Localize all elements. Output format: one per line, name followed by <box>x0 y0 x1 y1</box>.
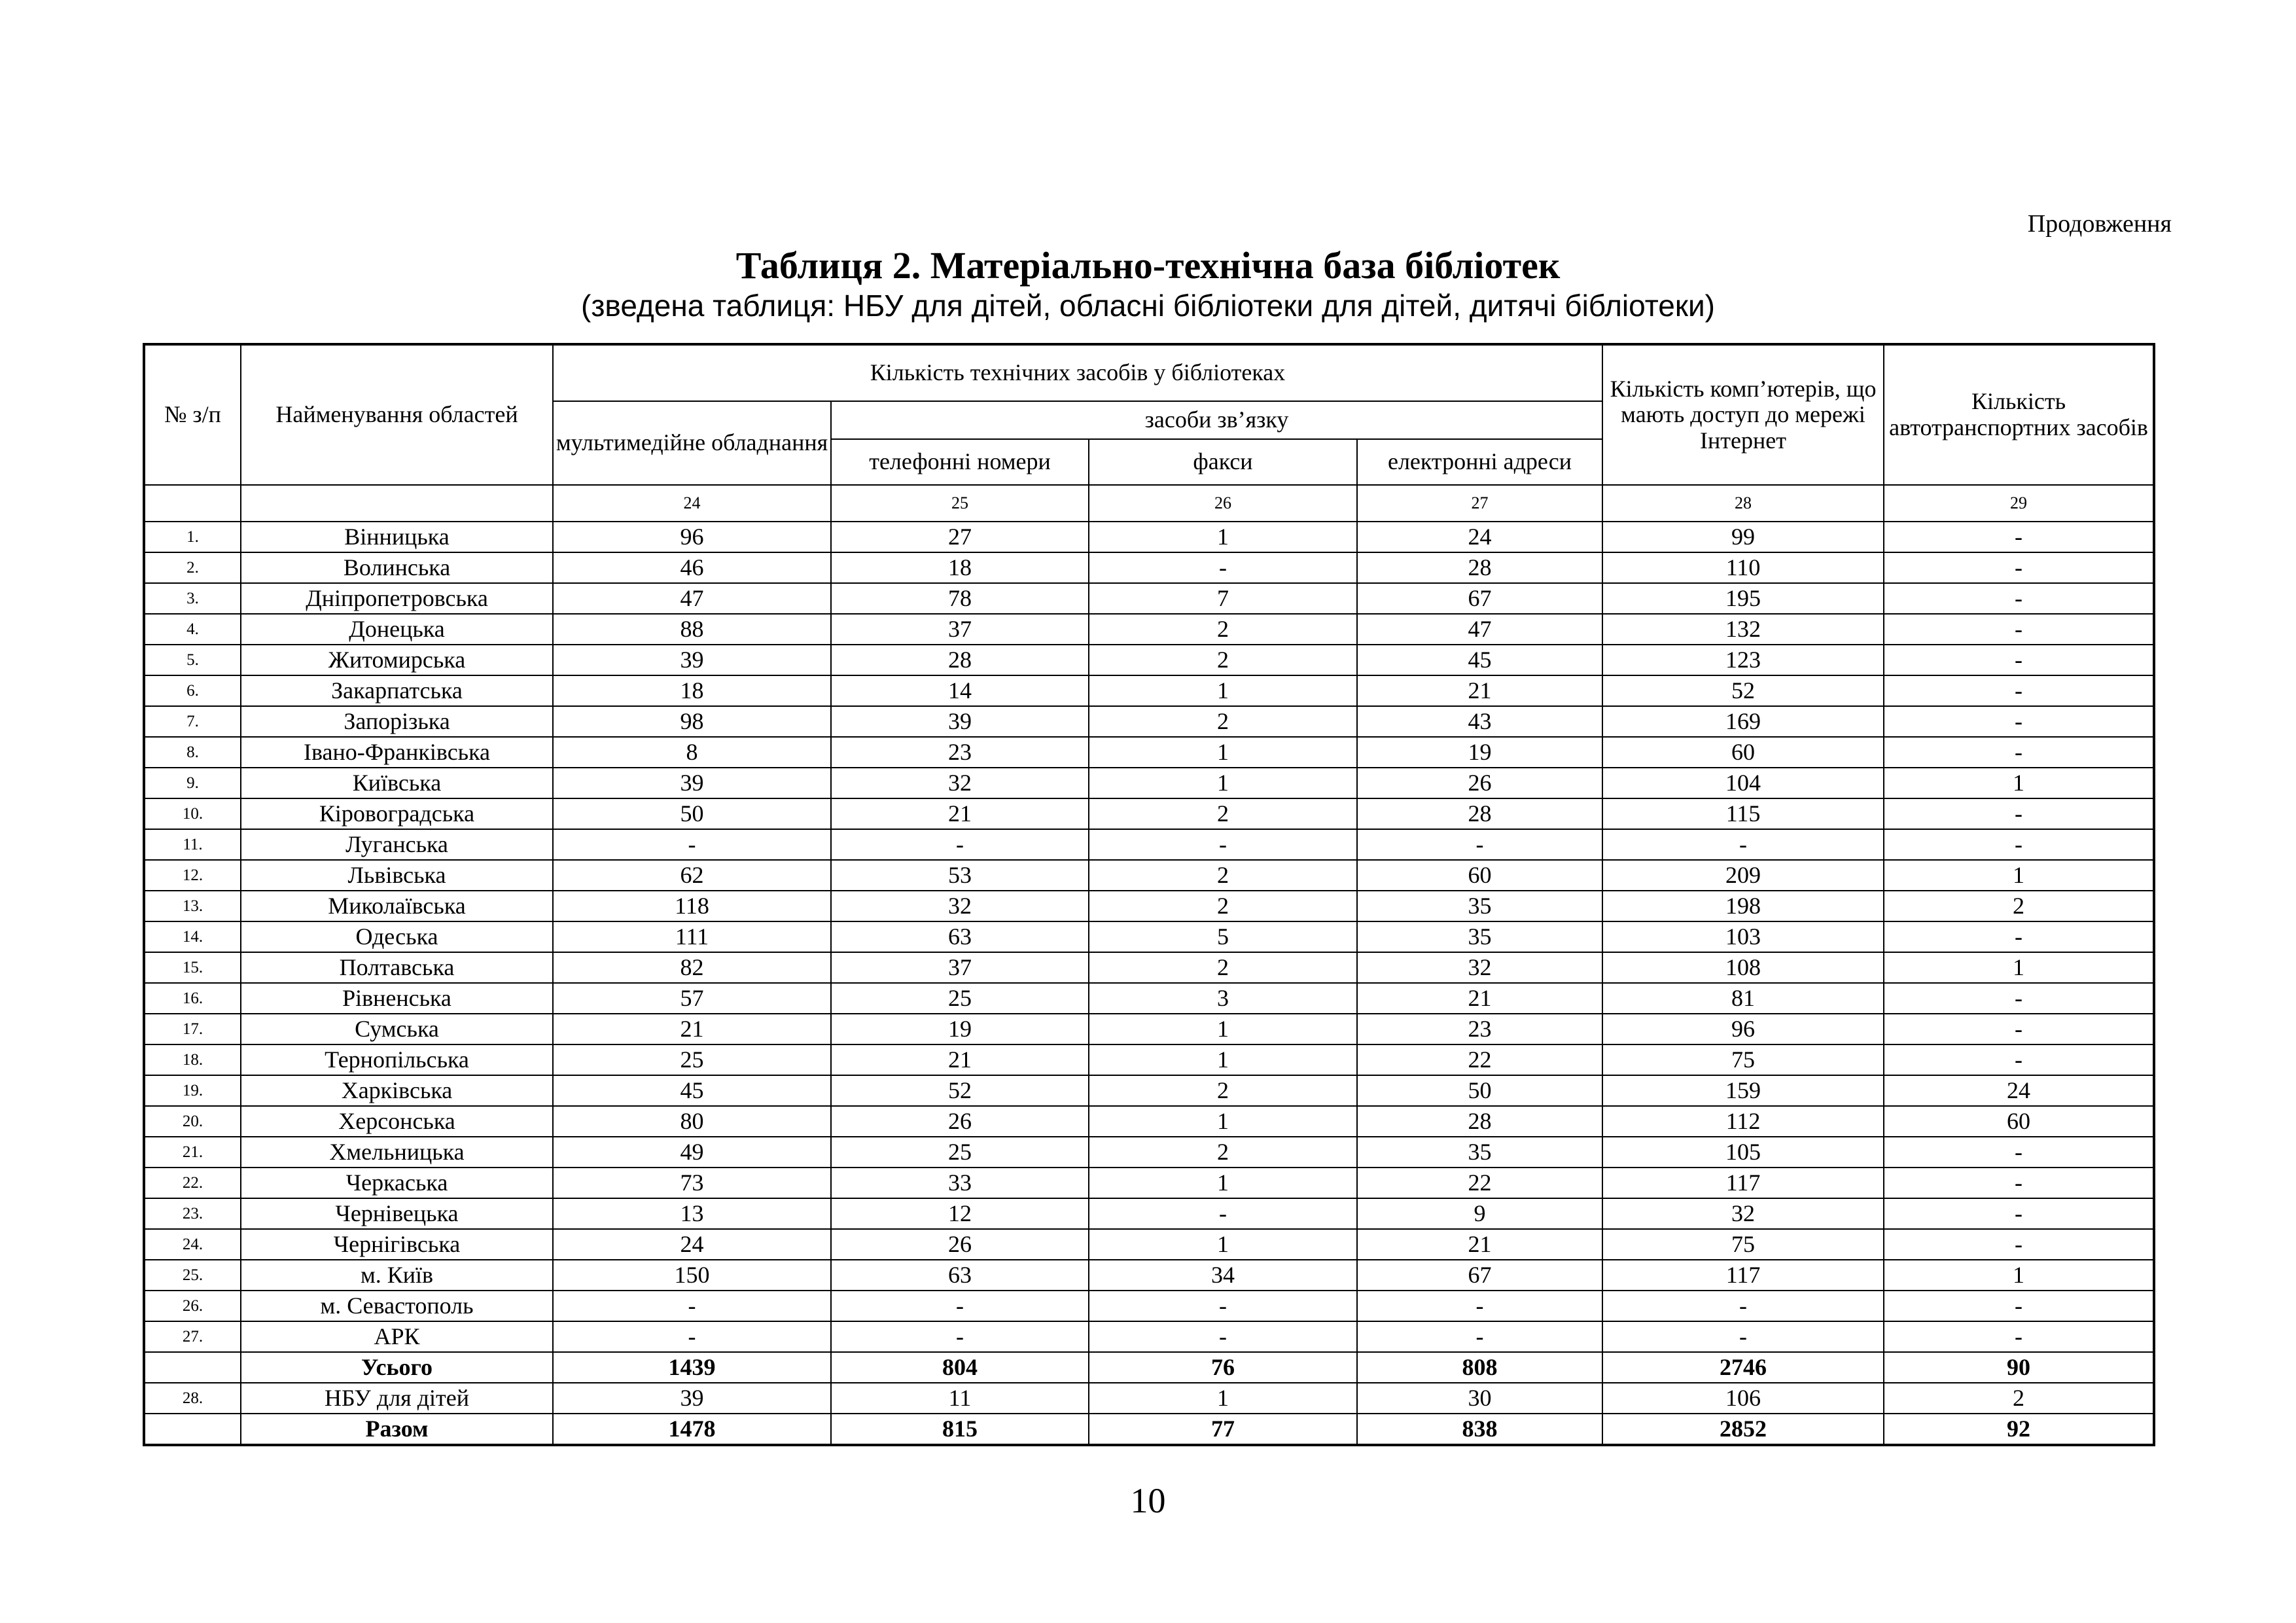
region-name-cell: Разом <box>241 1414 553 1445</box>
region-name-cell: Усього <box>241 1352 553 1383</box>
value-cell: 1 <box>1089 522 1357 552</box>
value-cell: 132 <box>1602 614 1884 645</box>
value-cell: 117 <box>1602 1168 1884 1198</box>
table-row <box>144 891 2154 921</box>
value-cell: 96 <box>553 522 831 552</box>
value-cell: 67 <box>1357 1260 1602 1291</box>
value-cell: 1 <box>1089 768 1357 798</box>
value-cell: 195 <box>1602 583 1884 614</box>
value-cell: 76 <box>1089 1352 1357 1383</box>
table-row <box>144 952 2154 983</box>
value-cell: - <box>831 1321 1089 1352</box>
value-cell: - <box>1089 1321 1357 1352</box>
row-number-cell: 25. <box>144 1260 241 1291</box>
value-cell: 2 <box>1089 1075 1357 1106</box>
value-cell: 24 <box>1884 1075 2154 1106</box>
value-cell: 32 <box>831 768 1089 798</box>
value-cell: - <box>1884 706 2154 737</box>
value-cell: 2 <box>1089 798 1357 829</box>
value-cell: - <box>1884 614 2154 645</box>
region-name-cell: Чернівецька <box>241 1198 553 1229</box>
value-cell: - <box>553 829 831 860</box>
row-number-cell: 9. <box>144 768 241 798</box>
column-number: 27 <box>1357 485 1602 522</box>
value-cell: 18 <box>831 552 1089 583</box>
table-row <box>144 522 2154 552</box>
value-cell: 60 <box>1884 1106 2154 1137</box>
table-row <box>144 1414 2154 1445</box>
value-cell: 99 <box>1602 522 1884 552</box>
header-phones: телефонні номери <box>831 439 1089 485</box>
table-row <box>144 1014 2154 1044</box>
value-cell: 37 <box>831 952 1089 983</box>
value-cell: 21 <box>1357 1229 1602 1260</box>
table-row <box>144 645 2154 675</box>
value-cell: 92 <box>1884 1414 2154 1445</box>
value-cell: 103 <box>1602 921 1884 952</box>
value-cell: 62 <box>553 860 831 891</box>
value-cell: - <box>1884 522 2154 552</box>
value-cell: 1439 <box>553 1352 831 1383</box>
table-row <box>144 1044 2154 1075</box>
column-number: 26 <box>1089 485 1357 522</box>
value-cell: - <box>1884 798 2154 829</box>
row-number-cell: 7. <box>144 706 241 737</box>
value-cell: 60 <box>1602 737 1884 768</box>
value-cell: 21 <box>831 1044 1089 1075</box>
value-cell: - <box>1884 675 2154 706</box>
region-name-cell: АРК <box>241 1321 553 1352</box>
value-cell: - <box>1884 1168 2154 1198</box>
value-cell: 2852 <box>1602 1414 1884 1445</box>
value-cell: - <box>1884 737 2154 768</box>
value-cell: 808 <box>1357 1352 1602 1383</box>
row-number-cell: 28. <box>144 1383 241 1414</box>
value-cell: - <box>1602 1291 1884 1321</box>
value-cell: 98 <box>553 706 831 737</box>
region-name-cell: Сумська <box>241 1014 553 1044</box>
value-cell: 1 <box>1884 1260 2154 1291</box>
value-cell: 22 <box>1357 1168 1602 1198</box>
value-cell: 111 <box>553 921 831 952</box>
value-cell: 12 <box>831 1198 1089 1229</box>
value-cell: 75 <box>1602 1044 1884 1075</box>
region-name-cell: Кіровоградська <box>241 798 553 829</box>
value-cell: 804 <box>831 1352 1089 1383</box>
value-cell: - <box>1884 983 2154 1014</box>
row-number-cell: 6. <box>144 675 241 706</box>
value-cell: 32 <box>1357 952 1602 983</box>
library-equipment-table <box>143 343 2155 1446</box>
value-cell: 63 <box>831 1260 1089 1291</box>
header-name-blank <box>241 485 553 522</box>
value-cell: 1 <box>1884 768 2154 798</box>
value-cell: 1 <box>1884 952 2154 983</box>
row-number-cell: 17. <box>144 1014 241 1044</box>
row-number-cell: 19. <box>144 1075 241 1106</box>
table-row <box>144 1260 2154 1291</box>
value-cell: 2746 <box>1602 1352 1884 1383</box>
value-cell: 24 <box>553 1229 831 1260</box>
table-title: Таблиця 2. Матеріально-технічна база бібліотек <box>735 244 1561 287</box>
value-cell: 32 <box>831 891 1089 921</box>
value-cell: 106 <box>1602 1383 1884 1414</box>
value-cell: - <box>1884 1229 2154 1260</box>
value-cell: 2 <box>1089 614 1357 645</box>
table-row <box>144 1106 2154 1137</box>
column-number: 29 <box>1884 485 2154 522</box>
header-vehicles: Кількість автотранспортних засобів <box>1884 344 2154 485</box>
region-name-cell: Херсонська <box>241 1106 553 1137</box>
value-cell: 39 <box>831 706 1089 737</box>
value-cell: 26 <box>831 1229 1089 1260</box>
value-cell: 1 <box>1089 675 1357 706</box>
header-faxes: факси <box>1089 439 1357 485</box>
value-cell: 815 <box>831 1414 1089 1445</box>
value-cell: 37 <box>831 614 1089 645</box>
row-number-cell: 16. <box>144 983 241 1014</box>
value-cell: 1 <box>1089 1044 1357 1075</box>
value-cell: 2 <box>1089 706 1357 737</box>
row-number-cell: 4. <box>144 614 241 645</box>
value-cell: - <box>1884 1044 2154 1075</box>
row-number-cell: 26. <box>144 1291 241 1321</box>
region-name-cell: Харківська <box>241 1075 553 1106</box>
region-name-cell: Тернопільська <box>241 1044 553 1075</box>
table-row <box>144 614 2154 645</box>
value-cell: 19 <box>831 1014 1089 1044</box>
value-cell: 1478 <box>553 1414 831 1445</box>
value-cell: 53 <box>831 860 1089 891</box>
value-cell: - <box>1884 1137 2154 1168</box>
value-cell: 27 <box>831 522 1089 552</box>
table-row <box>144 829 2154 860</box>
value-cell: 96 <box>1602 1014 1884 1044</box>
value-cell: - <box>1884 1198 2154 1229</box>
value-cell: 49 <box>553 1137 831 1168</box>
value-cell: 2 <box>1089 1137 1357 1168</box>
value-cell: 28 <box>831 645 1089 675</box>
value-cell: - <box>1884 1321 2154 1352</box>
value-cell: 123 <box>1602 645 1884 675</box>
table-row <box>144 1383 2154 1414</box>
value-cell: 57 <box>553 983 831 1014</box>
value-cell: 110 <box>1602 552 1884 583</box>
value-cell: 67 <box>1357 583 1602 614</box>
value-cell: 52 <box>831 1075 1089 1106</box>
value-cell: 78 <box>831 583 1089 614</box>
value-cell: 39 <box>553 645 831 675</box>
value-cell: 2 <box>1089 891 1357 921</box>
table-row <box>144 552 2154 583</box>
region-name-cell: Закарпатська <box>241 675 553 706</box>
value-cell: - <box>1089 552 1357 583</box>
value-cell: 2 <box>1884 1383 2154 1414</box>
table-subtitle: (зведена таблиця: НБУ для дітей, обласні бібліотеки для дітей, дитячі бібліотеки) <box>581 289 1715 323</box>
value-cell: - <box>1089 829 1357 860</box>
value-cell: 2 <box>1089 860 1357 891</box>
value-cell: 33 <box>831 1168 1089 1198</box>
value-cell: 209 <box>1602 860 1884 891</box>
value-cell: 82 <box>553 952 831 983</box>
value-cell: 28 <box>1357 798 1602 829</box>
value-cell: 26 <box>831 1106 1089 1137</box>
row-number-cell: 18. <box>144 1044 241 1075</box>
region-name-cell: Чернігівська <box>241 1229 553 1260</box>
region-name-cell: Житомирська <box>241 645 553 675</box>
value-cell: - <box>831 829 1089 860</box>
header-emails: електронні адреси <box>1357 439 1602 485</box>
row-number-cell: 23. <box>144 1198 241 1229</box>
value-cell: 24 <box>1357 522 1602 552</box>
value-cell: 8 <box>553 737 831 768</box>
row-number-cell <box>144 1352 241 1383</box>
value-cell: 9 <box>1357 1198 1602 1229</box>
value-cell: 104 <box>1602 768 1884 798</box>
value-cell: 50 <box>553 798 831 829</box>
value-cell: 80 <box>553 1106 831 1137</box>
value-cell: - <box>1884 1014 2154 1044</box>
row-number-cell: 15. <box>144 952 241 983</box>
value-cell: 32 <box>1602 1198 1884 1229</box>
table-row <box>144 1198 2154 1229</box>
column-number: 28 <box>1602 485 1884 522</box>
value-cell: 75 <box>1602 1229 1884 1260</box>
header-comm: засоби зв’язку <box>831 401 1602 439</box>
value-cell: 25 <box>831 983 1089 1014</box>
row-number-cell: 20. <box>144 1106 241 1137</box>
value-cell: - <box>1602 829 1884 860</box>
value-cell: - <box>1884 829 2154 860</box>
table-row <box>144 583 2154 614</box>
table-row <box>144 1137 2154 1168</box>
column-number: 25 <box>831 485 1089 522</box>
value-cell: 47 <box>1357 614 1602 645</box>
value-cell: 21 <box>831 798 1089 829</box>
header-computers: Кількість комп’ютерів, що мають доступ до мережі Інтернет <box>1602 344 1884 485</box>
value-cell: 1 <box>1089 1014 1357 1044</box>
region-name-cell: Львівська <box>241 860 553 891</box>
region-name-cell: Івано-Франківська <box>241 737 553 768</box>
value-cell: 35 <box>1357 921 1602 952</box>
region-name-cell: Донецька <box>241 614 553 645</box>
value-cell: 46 <box>553 552 831 583</box>
value-cell: - <box>1357 829 1602 860</box>
header-multimedia: мультимедійне обладнання <box>553 401 831 485</box>
value-cell: 30 <box>1357 1383 1602 1414</box>
value-cell: 45 <box>553 1075 831 1106</box>
region-name-cell: Полтавська <box>241 952 553 983</box>
value-cell: 1 <box>1089 737 1357 768</box>
region-name-cell: Київська <box>241 768 553 798</box>
value-cell: 112 <box>1602 1106 1884 1137</box>
value-cell: 50 <box>1357 1075 1602 1106</box>
value-cell: 1 <box>1089 1229 1357 1260</box>
row-number-cell: 3. <box>144 583 241 614</box>
value-cell: 169 <box>1602 706 1884 737</box>
value-cell: 21 <box>553 1014 831 1044</box>
value-cell: 21 <box>1357 983 1602 1014</box>
row-number-cell: 13. <box>144 891 241 921</box>
value-cell: 1 <box>1089 1383 1357 1414</box>
value-cell: 90 <box>1884 1352 2154 1383</box>
value-cell: 39 <box>553 1383 831 1414</box>
value-cell: 150 <box>553 1260 831 1291</box>
header-num: № з/п <box>144 344 241 485</box>
value-cell: - <box>553 1321 831 1352</box>
value-cell: 43 <box>1357 706 1602 737</box>
value-cell: 11 <box>831 1383 1089 1414</box>
table-row <box>144 1291 2154 1321</box>
value-cell: 34 <box>1089 1260 1357 1291</box>
header-num-blank <box>144 485 241 522</box>
value-cell: - <box>1357 1291 1602 1321</box>
value-cell: - <box>831 1291 1089 1321</box>
table-body <box>144 522 2154 1445</box>
value-cell: 77 <box>1089 1414 1357 1445</box>
table-row <box>144 1321 2154 1352</box>
value-cell: 2 <box>1089 645 1357 675</box>
value-cell: 7 <box>1089 583 1357 614</box>
value-cell: 19 <box>1357 737 1602 768</box>
continued-label: Продовження <box>2027 210 2172 238</box>
table-row <box>144 1229 2154 1260</box>
value-cell: 115 <box>1602 798 1884 829</box>
region-name-cell: м. Севастополь <box>241 1291 553 1321</box>
region-name-cell: Миколаївська <box>241 891 553 921</box>
region-name-cell: Рівненська <box>241 983 553 1014</box>
row-number-cell: 14. <box>144 921 241 952</box>
value-cell: - <box>1602 1321 1884 1352</box>
value-cell: 25 <box>553 1044 831 1075</box>
region-name-cell: Волинська <box>241 552 553 583</box>
row-number-cell: 5. <box>144 645 241 675</box>
value-cell: - <box>1884 645 2154 675</box>
row-number-cell: 12. <box>144 860 241 891</box>
row-number-cell: 8. <box>144 737 241 768</box>
value-cell: - <box>1089 1291 1357 1321</box>
header-tech: Кількість технічних засобів у бібліотеках <box>553 344 1602 401</box>
table-row <box>144 768 2154 798</box>
value-cell: 23 <box>1357 1014 1602 1044</box>
table-row <box>144 1168 2154 1198</box>
value-cell: 22 <box>1357 1044 1602 1075</box>
value-cell: 39 <box>553 768 831 798</box>
region-name-cell: Хмельницька <box>241 1137 553 1168</box>
region-name-cell: Луганська <box>241 829 553 860</box>
value-cell: 198 <box>1602 891 1884 921</box>
table-row <box>144 737 2154 768</box>
value-cell: 26 <box>1357 768 1602 798</box>
row-number-cell: 27. <box>144 1321 241 1352</box>
value-cell: 23 <box>831 737 1089 768</box>
row-number-cell: 1. <box>144 522 241 552</box>
region-name-cell: м. Київ <box>241 1260 553 1291</box>
value-cell: 118 <box>553 891 831 921</box>
value-cell: 838 <box>1357 1414 1602 1445</box>
table-row <box>144 706 2154 737</box>
row-number-cell: 24. <box>144 1229 241 1260</box>
value-cell: 60 <box>1357 860 1602 891</box>
value-cell: 73 <box>553 1168 831 1198</box>
row-number-cell <box>144 1414 241 1445</box>
row-number-cell: 11. <box>144 829 241 860</box>
value-cell: 35 <box>1357 891 1602 921</box>
column-number: 24 <box>553 485 831 522</box>
value-cell: - <box>1884 552 2154 583</box>
region-name-cell: Запорізька <box>241 706 553 737</box>
value-cell: 21 <box>1357 675 1602 706</box>
value-cell: 52 <box>1602 675 1884 706</box>
header-name: Найменування областей <box>241 344 553 485</box>
value-cell: 2 <box>1884 891 2154 921</box>
page-number: 10 <box>1130 1481 1166 1520</box>
value-cell: - <box>1089 1198 1357 1229</box>
region-name-cell: Черкаська <box>241 1168 553 1198</box>
region-name-cell: Одеська <box>241 921 553 952</box>
value-cell: 1 <box>1884 860 2154 891</box>
value-cell: 3 <box>1089 983 1357 1014</box>
value-cell: 5 <box>1089 921 1357 952</box>
value-cell: 47 <box>553 583 831 614</box>
value-cell: 81 <box>1602 983 1884 1014</box>
table-row <box>144 1075 2154 1106</box>
row-number-cell: 22. <box>144 1168 241 1198</box>
value-cell: 1 <box>1089 1106 1357 1137</box>
value-cell: 105 <box>1602 1137 1884 1168</box>
value-cell: - <box>1357 1321 1602 1352</box>
value-cell: 1 <box>1089 1168 1357 1198</box>
value-cell: - <box>1884 921 2154 952</box>
row-number-cell: 21. <box>144 1137 241 1168</box>
value-cell: 2 <box>1089 952 1357 983</box>
table-row <box>144 860 2154 891</box>
region-name-cell: Дніпропетровська <box>241 583 553 614</box>
value-cell: 25 <box>831 1137 1089 1168</box>
value-cell: 35 <box>1357 1137 1602 1168</box>
value-cell: 159 <box>1602 1075 1884 1106</box>
value-cell: 14 <box>831 675 1089 706</box>
region-name-cell: Вінницька <box>241 522 553 552</box>
table-row <box>144 921 2154 952</box>
value-cell: 28 <box>1357 552 1602 583</box>
table-row <box>144 798 2154 829</box>
value-cell: 108 <box>1602 952 1884 983</box>
row-number-cell: 2. <box>144 552 241 583</box>
table-row <box>144 675 2154 706</box>
value-cell: 117 <box>1602 1260 1884 1291</box>
value-cell: - <box>1884 583 2154 614</box>
value-cell: 18 <box>553 675 831 706</box>
region-name-cell: НБУ для дітей <box>241 1383 553 1414</box>
value-cell: 88 <box>553 614 831 645</box>
row-number-cell: 10. <box>144 798 241 829</box>
value-cell: - <box>553 1291 831 1321</box>
value-cell: 63 <box>831 921 1089 952</box>
table-row <box>144 983 2154 1014</box>
value-cell: 28 <box>1357 1106 1602 1137</box>
value-cell: 45 <box>1357 645 1602 675</box>
value-cell: 13 <box>553 1198 831 1229</box>
value-cell: - <box>1884 1291 2154 1321</box>
table-row <box>144 1352 2154 1383</box>
